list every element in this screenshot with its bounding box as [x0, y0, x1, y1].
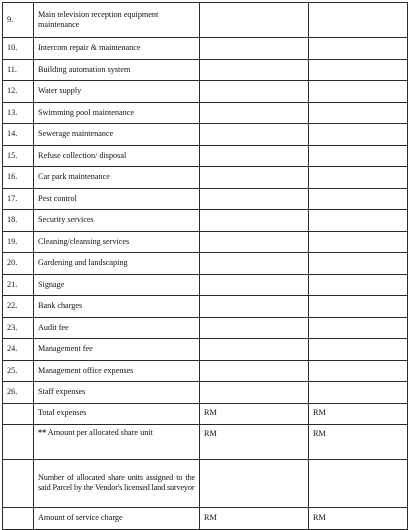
item-label: Signage	[34, 274, 200, 296]
item-number: 24.	[3, 339, 34, 361]
value-cell-1	[200, 38, 309, 60]
item-number: 23.	[3, 317, 34, 339]
item-label: Building automation system	[34, 59, 200, 81]
item-label: Security services	[34, 210, 200, 232]
total-expenses-currency-2: RM	[309, 403, 408, 424]
total-expenses-label: Total expenses	[34, 403, 200, 424]
amount-per-share-currency-2: RM	[309, 424, 408, 459]
item-number: 19.	[3, 231, 34, 253]
value-cell-2	[309, 3, 408, 38]
footnote-marker: **	[38, 427, 47, 437]
item-label: Gardening and landscaping	[34, 253, 200, 275]
item-number: 13.	[3, 102, 34, 124]
item-label: Refuse collection/ disposal	[34, 145, 200, 167]
amount-per-share-currency-1: RM	[200, 424, 309, 459]
amount-per-share-label: Amount per allocated share unit	[47, 427, 153, 437]
value-cell-2	[309, 59, 408, 81]
total-expenses-row	[3, 403, 408, 424]
table-row	[3, 145, 408, 167]
value-cell-2	[309, 253, 408, 275]
table-row	[3, 382, 408, 404]
blank-number-cell	[3, 507, 34, 529]
value-cell-2	[309, 296, 408, 318]
value-cell-2	[309, 124, 408, 146]
value-cell-1	[200, 382, 309, 404]
value-cell-1	[200, 102, 309, 124]
blank-number-cell	[3, 424, 34, 459]
item-number: 17.	[3, 188, 34, 210]
item-number: 26.	[3, 382, 34, 404]
table-row	[3, 188, 408, 210]
value-cell-1	[200, 3, 309, 38]
item-label: Car park maintenance	[34, 167, 200, 189]
amount-per-share-row	[3, 424, 408, 459]
value-cell-1	[200, 231, 309, 253]
item-label: Audit fee	[34, 317, 200, 339]
table-row	[3, 231, 408, 253]
value-cell-2	[309, 167, 408, 189]
table-row	[3, 124, 408, 146]
value-cell-1	[200, 296, 309, 318]
value-cell-1	[200, 274, 309, 296]
table-row	[3, 81, 408, 103]
service-charge-row	[3, 507, 408, 529]
table-row	[3, 296, 408, 318]
value-cell-2	[309, 360, 408, 382]
value-cell-1	[200, 210, 309, 232]
value-cell-1	[200, 59, 309, 81]
table-row	[3, 3, 408, 38]
table-row	[3, 339, 408, 361]
table-row	[3, 167, 408, 189]
value-cell-1	[200, 317, 309, 339]
value-cell-1	[200, 188, 309, 210]
value-cell-2	[309, 339, 408, 361]
table-row	[3, 317, 408, 339]
item-number: 20.	[3, 253, 34, 275]
value-cell-2	[309, 382, 408, 404]
value-cell-1	[200, 167, 309, 189]
value-cell-1	[200, 81, 309, 103]
value-cell-2	[309, 459, 408, 507]
item-label: Main television reception equipment maintenance	[34, 3, 200, 38]
item-label: Management fee	[34, 339, 200, 361]
value-cell-2	[309, 317, 408, 339]
item-number: 21.	[3, 274, 34, 296]
item-number: 9.	[3, 3, 34, 38]
item-label: Bank charges	[34, 296, 200, 318]
value-cell-1	[200, 360, 309, 382]
item-number: 18.	[3, 210, 34, 232]
blank-number-cell	[3, 403, 34, 424]
item-number: 25.	[3, 360, 34, 382]
value-cell-1	[200, 253, 309, 275]
service-charge-currency-1: RM	[200, 507, 309, 529]
value-cell-2	[309, 81, 408, 103]
table-row	[3, 253, 408, 275]
total-expenses-currency-1: RM	[200, 403, 309, 424]
item-label: Intercom repair & maintenance	[34, 38, 200, 60]
table-row	[3, 210, 408, 232]
service-charge-table	[2, 2, 408, 530]
item-label: Swimming pool maintenance	[34, 102, 200, 124]
item-label: Water supply	[34, 81, 200, 103]
allocated-units-label: Number of allocated share units assigned to the said Parcel by the Vendor's licensed land surveyor	[34, 459, 200, 507]
item-number: 16.	[3, 167, 34, 189]
allocated-units-row	[3, 459, 408, 507]
value-cell-2	[309, 274, 408, 296]
service-charge-label: Amount of service charge	[34, 507, 200, 529]
item-number: 14.	[3, 124, 34, 146]
value-cell-1	[200, 339, 309, 361]
item-label: Staff expenses	[34, 382, 200, 404]
table-row	[3, 360, 408, 382]
item-number: 10.	[3, 38, 34, 60]
item-number: 22.	[3, 296, 34, 318]
item-label: Cleaning/cleansing services	[34, 231, 200, 253]
value-cell-1	[200, 145, 309, 167]
item-number: 12.	[3, 81, 34, 103]
item-label: Management office expenses	[34, 360, 200, 382]
table-row	[3, 59, 408, 81]
item-label: Pest control	[34, 188, 200, 210]
value-cell-2	[309, 210, 408, 232]
value-cell-2	[309, 102, 408, 124]
value-cell-2	[309, 38, 408, 60]
amount-per-share-cell	[34, 424, 200, 459]
blank-number-cell	[3, 459, 34, 507]
item-number: 11.	[3, 59, 34, 81]
value-cell-1	[200, 124, 309, 146]
service-charge-currency-2: RM	[309, 507, 408, 529]
table-row	[3, 102, 408, 124]
value-cell-2	[309, 145, 408, 167]
value-cell-2	[309, 231, 408, 253]
value-cell-1	[200, 459, 309, 507]
item-label: Sewerage maintenance	[34, 124, 200, 146]
table-row	[3, 274, 408, 296]
value-cell-2	[309, 188, 408, 210]
item-number: 15.	[3, 145, 34, 167]
table-row	[3, 38, 408, 60]
